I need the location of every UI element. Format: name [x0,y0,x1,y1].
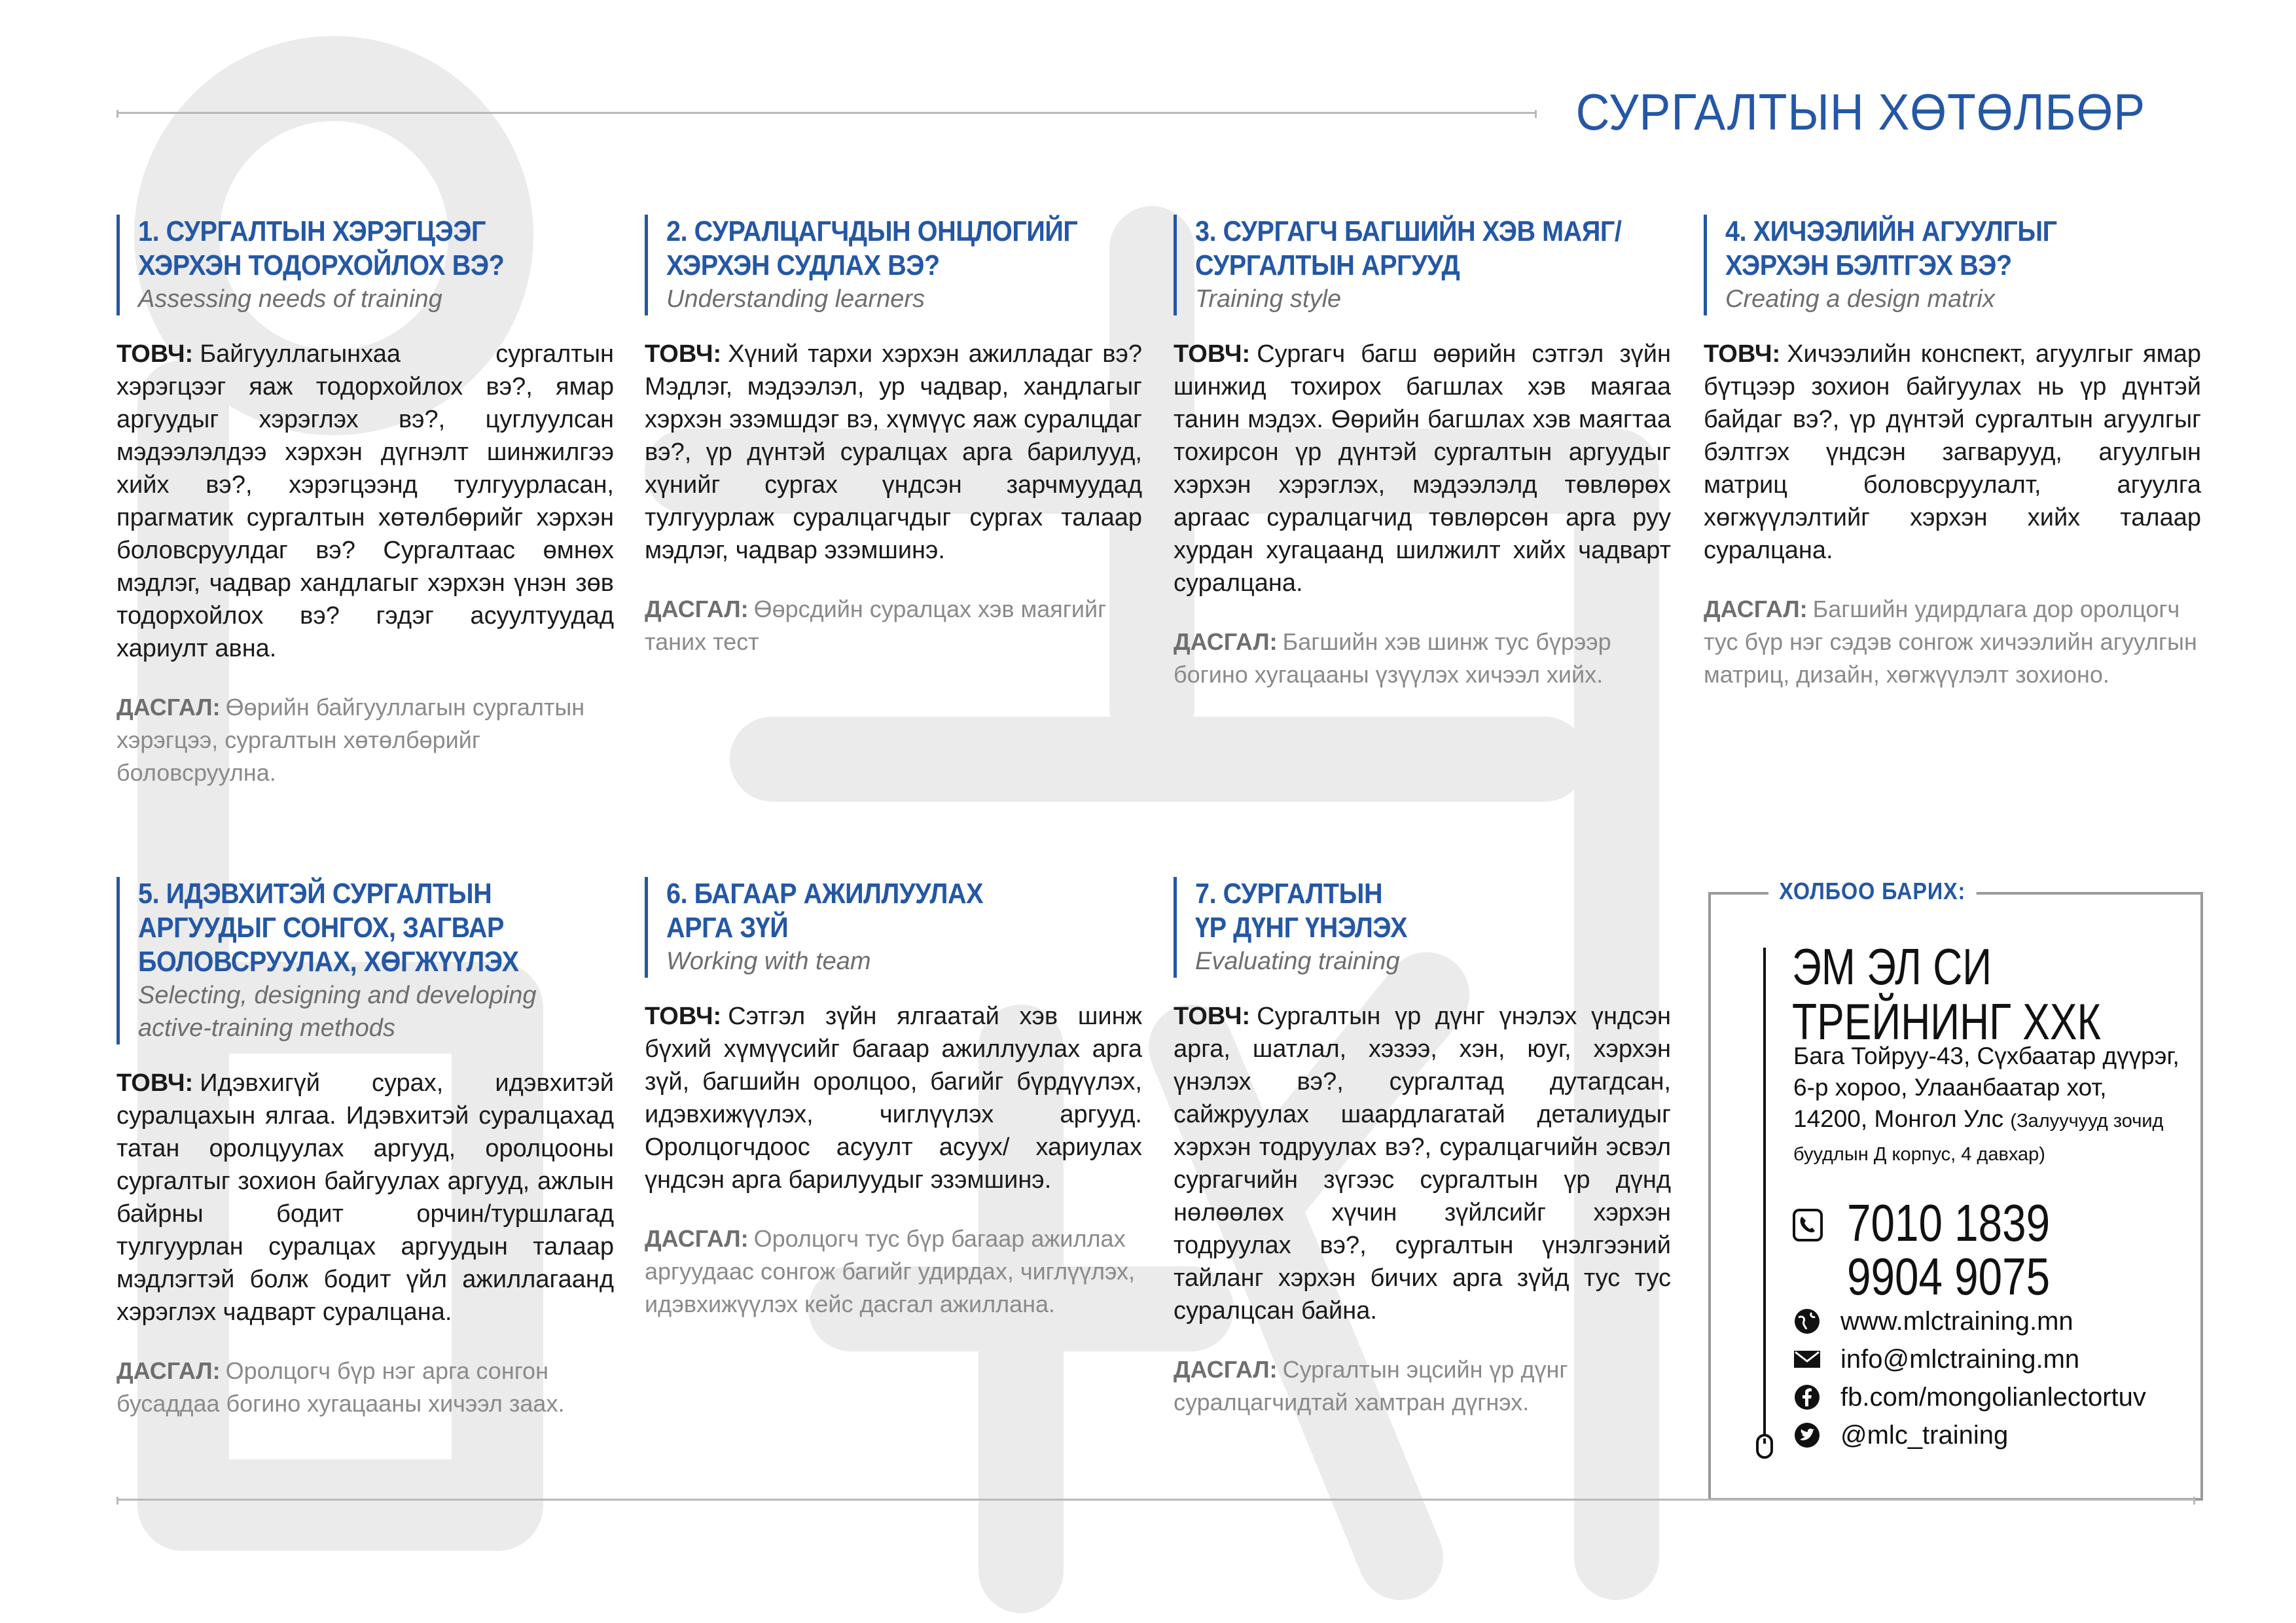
module-subtitle: Selecting, designing and developing active-training methods [138,982,537,1042]
twitter-handle[interactable]: @mlc_training [1840,1420,2009,1450]
module-6 [645,877,1142,1321]
summary-text: Идэвхигүй сурах, идэвхитэй суралцахын ялгаа. Идэвхитэй суралцахад татан оролцуулах аргууд, оролцооны сургалтыг зохион байгуулах аргууд, ажлын байрны бодит орчин/туршлагад тулгуурлан суралцах аргуудын талаар мэдлэгтэй болж бодит үйл ажиллагаанд хэрэглэх чадварт суралцана. [117,1069,614,1326]
exercise-label: ДАСГАЛ: [117,694,221,721]
module-exercise [1174,1353,1671,1419]
summary-label: ТОВЧ: [1704,340,1781,368]
module-subtitle: Assessing needs of training [138,285,442,313]
exercise-label: ДАСГАЛ: [1174,1356,1278,1383]
module-subtitle: Working with team [666,948,871,975]
module-exercise [1174,626,1671,691]
company-name: ЭМ ЭЛ СИ ТРЕЙНИНГ ХХК [1792,938,2101,1050]
module-4 [1704,215,2201,691]
mail-icon [1792,1344,1822,1374]
summary-text: Хичээлийн конспект, агуулгыг ямар бүтцээр зохион байгуулах нь үр дүнтэй байдаг вэ?, үр дүнтэй сургалтын агуулгыг бэлтгэх үндсэн загварууд, агуулгын матриц боловсруулалт, агуулга хөгжүүлэлтийг хэрхэн хийх талаар суралцана. [1704,340,2201,564]
summary-text: Сургалтын үр дүнг үнэлэх үндсэн арга, шатлал, хэзээ, хэн, юуг, хэрхэн үнэлэх вэ?, сургалтад дутагдсан, сайжруулах шаардлагатай деталиудыг хэрхэн тодруулах вэ?, суралцагчийн эсвэл сургагчийн зүгээс сургалтын үр дүнд нөлөөлөх хүчин зүйлсийг хэрхэн тодруулах вэ?, сургалтын үнэлгээний тайланг хэрхэн бичих арга зүйд тус тус суралцсан байна. [1174,1003,1671,1325]
facebook-link[interactable]: fb.com/mongolianlectortuv [1840,1382,2146,1412]
exercise-label: ДАСГАЛ: [645,596,749,622]
summary-label: ТОВЧ: [645,340,722,368]
module-subtitle: Understanding learners [666,285,925,313]
module-title: 3. СУРГАГЧ БАГШИЙН ХЭВ МАЯГ/ СУРГАЛТЫН АРГУУД [1195,215,1622,281]
email-link[interactable]: info@mlctraining.mn [1840,1344,2080,1374]
summary-label: ТОВЧ: [645,1003,722,1030]
contact-divider [1763,948,1766,1445]
summary-text: Сургагч багш өөрийн сэтгэл зүйн шинжид тохирох багшлах хэв маягаа танин мэдэх. Өөрийн багшлах хэв маягтаа тохирсон үр дүнтэй сургалтын аргуудыг хэрхэн хэрэглэх, мэдээлэлд төвлөрөх аргаас суралцагчид төвлөрсөн арга руу хурдан хугацаанд шилжилт хийх чадварт суралцана. [1174,340,1671,597]
company-address [1793,1041,2186,1170]
twitter-icon [1792,1420,1822,1450]
summary-text: Байгууллагынхаа сургалтын хэрэгцээг яаж тодорхойлох вэ?, ямар аргуудыг хэрэглэх вэ?, цуглуулсан мэдээлэлдээ хэрхэн дүгнэлт шинжилгээ хийх вэ?, хэрэгцээнд тулгуурласан, прагматик сургалтын хөтөлбөрийг хэрхэн боловсруулдаг вэ? Сургалтаас өмнөх мэдлэг, чадвар хандлагыг хэрхэн үнэн зөв тодорхойлох вэ? гэдэг асуултуудад хариулт авна. [117,340,614,662]
phone-number-2[interactable]: 9904 9075 [1847,1247,2051,1306]
module-7 [1174,877,1671,1419]
module-header [645,877,1142,978]
module-title: 7. СУРГАЛТЫН ҮР ДҮНГ ҮНЭЛЭХ [1195,878,1408,944]
module-title: 2. СУРАЛЦАГЧДЫН ОНЦЛОГИЙГ ХЭРХЭН СУДЛАХ ВЭ? [666,215,1078,281]
phone-numbers [1847,1196,2050,1304]
footer-rule [117,1499,2195,1501]
module-title: 5. ИДЭВХИТЭЙ СУРГАЛТЫН АРГУУДЫГ СОНГОХ, ЗАГВАР БОЛОВСРУУЛАХ, ХӨГЖҮҮЛЭХ [138,878,519,978]
summary-label: ТОВЧ: [117,1069,194,1097]
module-summary [645,1000,1142,1196]
module-exercise [1704,593,2201,691]
page-title: СУРГАЛТЫН ХӨТӨЛБӨР [1575,83,2145,141]
module-exercise [117,691,614,789]
exercise-label: ДАСГАЛ: [645,1225,749,1252]
facebook-icon [1792,1382,1822,1412]
website-row[interactable] [1792,1305,2073,1338]
summary-label: ТОВЧ: [117,340,194,368]
header-rule [117,112,1537,114]
module-summary [645,338,1142,567]
module-summary [117,1067,614,1329]
address-note: (Залуучууд зочид буудлын Д корпус, 4 давхар) [1793,1111,2164,1165]
summary-text: Хүний тархи хэрхэн ажилладаг вэ? Мэдлэг, мэдээлэл, ур чадвар, хандлагыг хэрхэн эзэмшдэг вэ, хүмүүс яаж суралцдаг вэ?, үр дүнтэй суралцах арга барилууд, хүнийг сургах үндсэн зарчмуудад тулгуурлаж суралцагчдыг сургах талаар мэдлэг, чадвар эзэмшинэ. [645,340,1142,564]
module-header [1174,877,1671,978]
module-header [645,215,1142,315]
summary-label: ТОВЧ: [1174,1003,1251,1030]
module-summary [1704,338,2201,567]
exercise-text: Багшийн хэв шинж тус бүрээр богино хугацааны үзүүлэх хичээл хийх. [1174,628,1611,688]
module-3 [1174,215,1671,691]
exercise-text: Өөрсдийн суралцах хэв маягийг таних тест [645,596,1107,655]
exercise-text: Багшийн удирдлага дор оролцогч тус бүр нэг сэдэв сонгож хичээлийн агуулгын матриц, дизайн, хөгжүүлэлт зохионо. [1704,596,2197,688]
exercise-text: Оролцогч тус бүр багаар ажиллах аргуудаас сонгож багийг удирдах, чиглүүлэх, идэвхижүүлэх кейс дасгал ажиллана. [645,1225,1136,1317]
module-exercise [117,1355,614,1420]
module-title: 6. БАГААР АЖИЛЛУУЛАХ АРГА ЗҮЙ [666,878,984,944]
module-title: 1. СУРГАЛТЫН ХЭРЭГЦЭЭГ ХЭРХЭН ТОДОРХОЙЛОХ ВЭ? [138,215,505,281]
summary-text: Сэтгэл зүйн ялгаатай хэв шинж бүхий хүмүүсийг багаар ажиллуулах арга зүй, багшийн оролцоо, багийг бүрдүүлэх, идэвхижүүлэх, чиглүүлэх аргууд. Оролцогчдоос асуулт асуух/ хариулах үндсэн арга барилуудыг эзэмшинэ. [645,1003,1142,1194]
address-text: Бага Тойруу-43, Сүхбаатар дүүрэг, 6-р хороо, Улаанбаатар хот, 14200, Монгол Улс [1793,1043,2179,1132]
mouse-icon [1755,1433,1774,1459]
globe-icon [1792,1306,1822,1336]
module-header [1174,215,1671,315]
module-5 [117,877,614,1420]
module-header [1704,215,2201,315]
phone-number-1[interactable]: 7010 1839 [1847,1194,2051,1252]
module-exercise [645,593,1142,658]
facebook-row[interactable] [1792,1381,2146,1414]
module-2 [645,215,1142,658]
module-header [117,215,614,315]
module-subtitle: Training style [1195,285,1342,313]
exercise-label: ДАСГАЛ: [117,1357,221,1384]
summary-label: ТОВЧ: [1174,340,1251,368]
exercise-label: ДАСГАЛ: [1174,628,1278,655]
module-title: 4. ХИЧЭЭЛИЙН АГУУЛГЫГ ХЭРХЭН БЭЛТГЭХ ВЭ? [1725,215,2057,281]
module-subtitle: Evaluating training [1195,948,1400,975]
module-exercise [645,1222,1142,1321]
exercise-label: ДАСГАЛ: [1704,596,1808,622]
email-row[interactable] [1792,1343,2079,1376]
module-summary [1174,338,1671,599]
module-header [117,877,614,1044]
exercise-text: Сургалтын эцсийн үр дүнг суралцагчидтай хамтран дүгнэх. [1174,1356,1568,1416]
website-link[interactable]: www.mlctraining.mn [1840,1306,2073,1336]
module-1 [117,215,614,789]
exercise-text: Өөрийн байгууллагын сургалтын хэрэгцээ, сургалтын хөтөлбөрийг боловсруулна. [117,694,585,786]
exercise-text: Оролцогч бүр нэг арга сонгон бусаддаа богино хугацааны хичээл заах. [117,1357,565,1417]
module-summary [1174,1000,1671,1327]
twitter-row[interactable] [1792,1419,2008,1452]
module-subtitle: Creating a design matrix [1725,285,1995,313]
module-summary [117,338,614,665]
contact-label: ХОЛБОО БАРИХ: [1768,878,1976,905]
phone-icon [1792,1208,1823,1242]
